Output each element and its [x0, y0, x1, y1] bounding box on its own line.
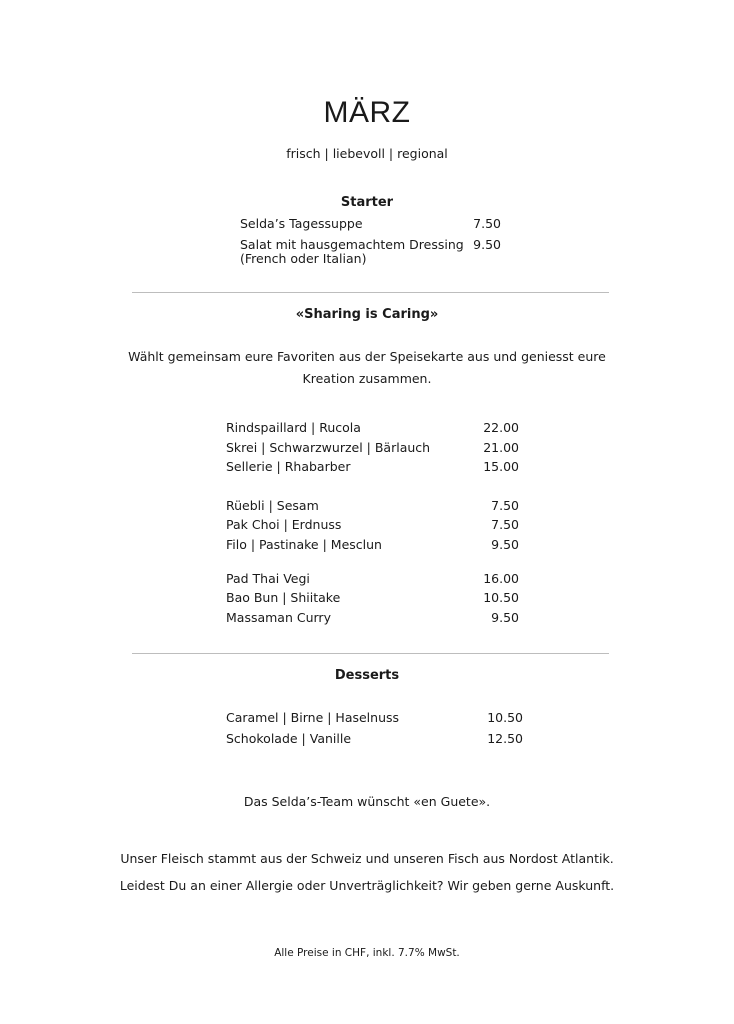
sharing-item-name: Bao Bun | Shiitake	[226, 590, 341, 605]
sharing-item-price: 16.00	[483, 571, 519, 586]
desserts-heading: Desserts	[334, 668, 400, 683]
menu-title: MÄRZ	[323, 96, 411, 129]
starter-item-price: 9.50	[473, 237, 501, 252]
sharing-intro-line1: Wählt gemeinsam eure Favoriten aus der Speisekarte aus und geniesst eure	[128, 349, 606, 364]
sharing-item-price: 9.50	[491, 537, 519, 552]
starter-item-name: Selda’s Tagessuppe	[240, 216, 363, 231]
menu-subtitle: frisch | liebevoll | regional	[286, 146, 448, 161]
sharing-item-price: 15.00	[483, 459, 519, 474]
starter-item-name: Salat mit hausgemachtem Dressing	[240, 237, 464, 252]
sharing-item-price: 9.50	[491, 610, 519, 625]
sharing-item-name: Rüebli | Sesam	[226, 498, 319, 513]
sharing-item-price: 21.00	[483, 440, 519, 455]
sharing-intro-line2: Kreation zusammen.	[302, 371, 432, 386]
starter-item-price: 7.50	[473, 216, 501, 231]
section-divider	[132, 653, 609, 654]
dessert-item-name: Schokolade | Vanille	[226, 731, 352, 746]
sharing-item-name: Filo | Pastinake | Mesclun	[226, 537, 382, 552]
prices-note: Alle Preise in CHF, inkl. 7.7% MwSt.	[274, 947, 460, 959]
sharing-item-price: 7.50	[491, 517, 519, 532]
sharing-item-price: 10.50	[483, 590, 519, 605]
dessert-item-price: 10.50	[487, 710, 523, 725]
sharing-item-name: Pad Thai Vegi	[226, 571, 310, 586]
sharing-item-name: Massaman Curry	[226, 610, 331, 625]
sharing-item-name: Sellerie | Rhabarber	[226, 459, 351, 474]
greeting-text: Das Selda’s-Team wünscht «en Guete».	[243, 794, 491, 809]
section-divider	[132, 292, 609, 293]
origin-note: Unser Fleisch stammt aus der Schweiz und unseren Fisch aus Nordost Atlantik.	[120, 851, 614, 866]
starter-item-name-line2: (French oder Italian)	[240, 251, 367, 266]
sharing-heading: «Sharing is Caring»	[295, 307, 439, 322]
starter-heading: Starter	[340, 195, 394, 210]
dessert-item-price: 12.50	[487, 731, 523, 746]
sharing-item-name: Rindspaillard | Rucola	[226, 420, 361, 435]
sharing-item-price: 7.50	[491, 498, 519, 513]
dessert-item-name: Caramel | Birne | Haselnuss	[226, 710, 400, 725]
sharing-item-name: Skrei | Schwarzwurzel | Bärlauch	[226, 440, 431, 455]
allergy-note: Leidest Du an einer Allergie oder Unverträglichkeit? Wir geben gerne Auskunft.	[119, 878, 615, 893]
sharing-item-name: Pak Choi | Erdnuss	[226, 517, 342, 532]
sharing-item-price: 22.00	[483, 420, 519, 435]
